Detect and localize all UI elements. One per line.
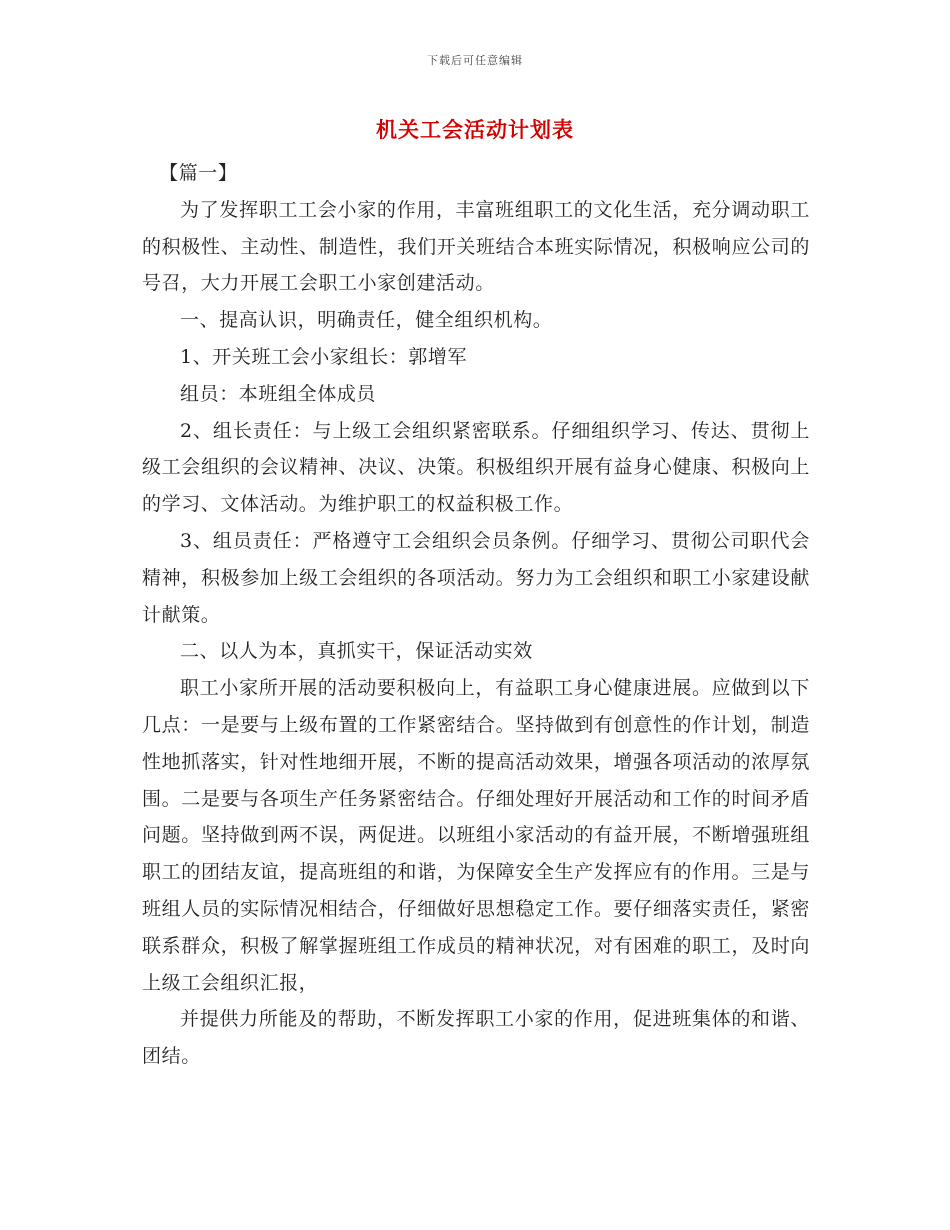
heading-one: 一、提高认识，明确责任，健全组织机构。 <box>180 309 553 332</box>
leader-duty-paragraph: 2、组长责任：与上级工会组织紧密联系。仔细组织学习、传达、贯彻上级工会组织的会议精神、决议、决策。积极组织开展有益身心健康、积极向上的学习、文体活动。为维护职工的权益积极工作。 <box>142 419 810 516</box>
header-note: 下载后可任意编辑 <box>427 54 523 67</box>
document-title: 机关工会活动计划表 <box>376 117 574 142</box>
team-leader-line: 1、开关班工会小家组长：郭增军 <box>180 345 468 368</box>
team-members-line: 组员：本班组全体成员 <box>180 382 377 405</box>
activities-paragraph: 职工小家所开展的活动要积极向上，有益职工身心健康进展。应做到以下几点：一是要与上级布置的工作紧密结合。坚持做到有创意性的作计划，制造性地抓落实，针对性地细开展，不断的提高活动效果，增强各项活动的浓厚氛围。二是要与各项生产任务紧密结合。仔细处理好开展活动和工作的时间矛盾问题。坚持做到两不误，两促进。以班组小家活动的有益开展，不断增强班组职工的团结友谊，提高班组的和谐，为保障安全生产发挥应有的作用。三是与班组人员的实际情况相结合，仔细做好思想稳定工作。要仔细落实责任，紧密联系群众，积极了解掌握班组工作成员的精神状况，对有困难的职工，及时向上级工会组织汇报， <box>142 677 810 994</box>
document-body <box>142 155 810 1075</box>
closing-paragraph: 并提供力所能及的帮助，不断发挥职工小家的作用，促进班集体的和谐、团结。 <box>142 1008 810 1068</box>
section-heading: 【篇一】 <box>159 162 238 184</box>
heading-two: 二、以人为本，真抓实干，保证活动实效 <box>180 640 533 663</box>
member-duty-paragraph: 3、组员责任：严格遵守工会组织会员条例。仔细学习、贯彻公司职代会精神，积极参加上级工会组织的各项活动。努力为工会组织和职工小家建设献计献策。 <box>142 529 810 626</box>
intro-paragraph: 为了发挥职工工会小家的作用，丰富班组职工的文化生活，充分调动职工的积极性、主动性、制造性，我们开关班结合本班实际情况，积极响应公司的号召，大力开展工会职工小家创建活动。 <box>142 198 810 295</box>
